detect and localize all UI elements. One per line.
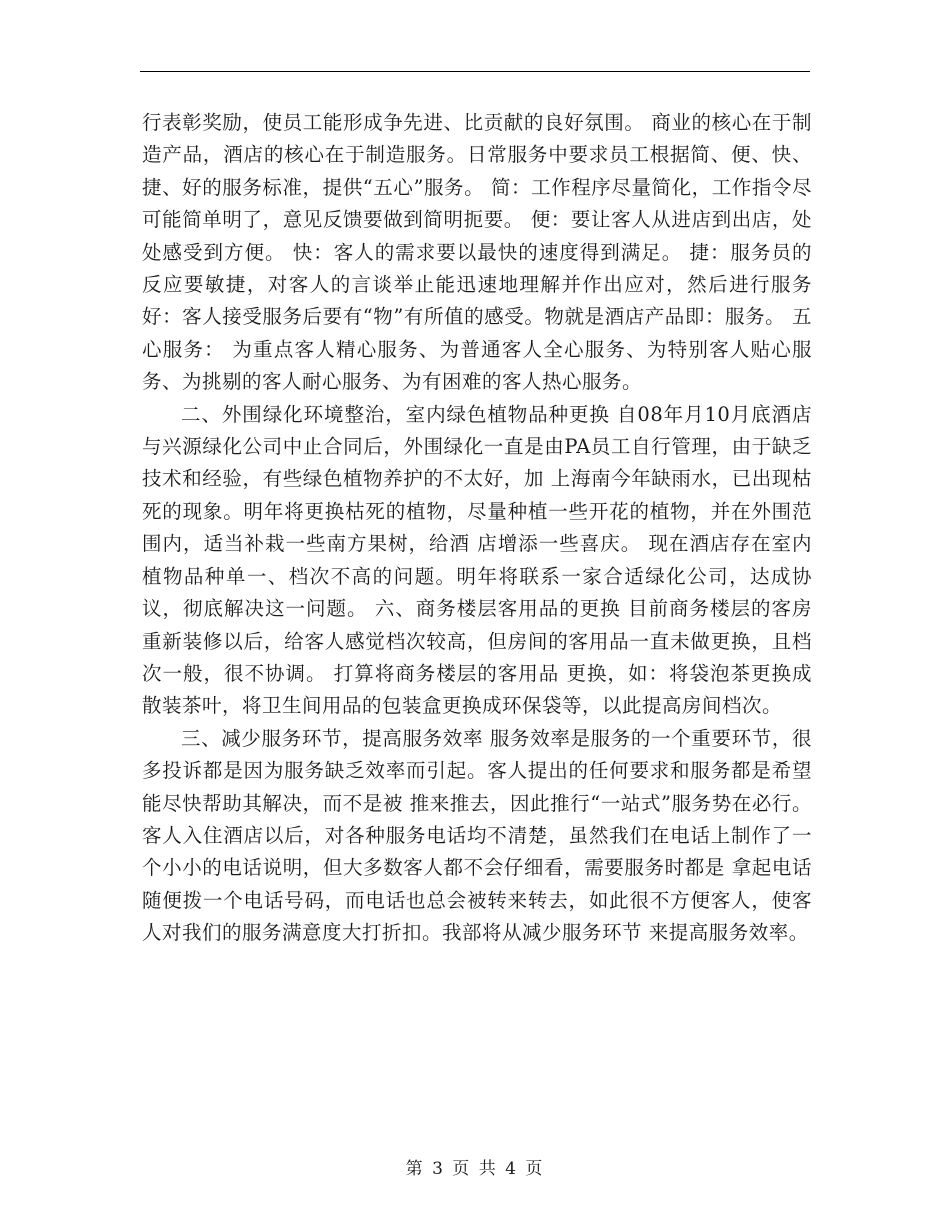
page-number: 第 3 页 共 4 页 [405,1159,545,1179]
paragraph-3: 三、减少服务环节，提高服务效率 服务效率是服务的一个重要环节，很多投诉都是因为服务缺乏效率而引起。客人提出的任何要求和服务都是希望能尽快帮助其解决，而不是被 推来推去，因此推行“一站式”服务势在必行。 客人入住酒店以后，对各种服务电话均不清楚，虽然我们在电话上制作了一个小小的电话说明，但大多数客人都不会仔细看，需要服务时都是 拿起电话随便拨一个电话号码，而电话也总会被转来转去，如此很不方便客人，使客人对我们的服务满意度大打折扣。我部将从减少服务环节 来提高服务效率。 [142,726,812,945]
document-body [142,107,812,950]
paragraph-2: 二、外围绿化环境整治，室内绿色植物品种更换 自08年月10月底酒店与兴源绿化公司中止合同后，外围绿化一直是由PA员工自行管理，由于缺乏技术和经验，有些绿色植物养护的不太好，加 上海南今年缺雨水，已出现枯死的现象。明年将更换枯死的植物，尽量种植一些开花的植物，并在外围范围内，适当补栽一些南方果树，给酒 店增添一些喜庆。 现在酒店存在室内植物品种单一、档次不高的问题。明年将联系一家合适绿化公司，达成协议，彻底解决这一问题。 六、商务楼层客用品的更换 目前商务楼层的客房重新装修以后，给客人感觉档次较高，但房间的客用品一直未做更换，且档次一般，很不协调。 打算将商务楼层的客用品 更换，如：将袋泡茶更换成散装茶叶，将卫生间用品的包装盒更换成环保袋等，以此提高房间档次。 [142,402,812,718]
paragraph-1: 行表彰奖励，使员工能形成争先进、比贡献的良好氛围。 商业的核心在于制造产品，酒店的核心在于制造服务。日常服务中要求员工根据简、便、快、捷、好的服务标准，提供“五心”服务。 简：工作程序尽量简化，工作指令尽可能简单明了，意见反馈要做到简明扼要。 便：要让客人从进店到出店，处处感受到方便。 快：客人的需求要以最快的速度得到满足。 捷：服务员的反应要敏捷，对客人的言谈举止能迅速地理解并作出应对，然后进行服务 好：客人接受服务后要有“物”有所值的感受。物就是酒店产品即：服务。 五心服务： 为重点客人精心服务、为普通客人全心服务、为特别客人贴心服务、为挑剔的客人耐心服务、为有困难的客人热心服务。 [142,111,812,394]
header-rule [140,71,810,72]
